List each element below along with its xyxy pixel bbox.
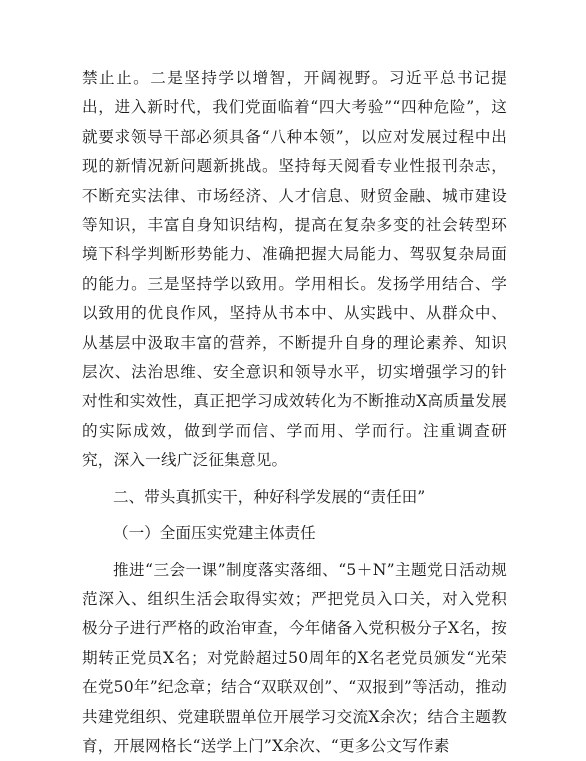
body-paragraph-2: 推进“三会一课”制度落实落细、“5＋N”主题党日活动规范深入、组织生活会取得实效；严把党员入口关，对入党积极分子进行严格的政治审查，今年储备入党积极分子X名，按期转正党员X名；对党龄超过50周年的X名老党员颁发“光荣在党50年”纪念章；结合“双联双创”、“双报到”等活动，推动共建党组织、党建联盟单位开展学习交流X余次；结合主题教育，开展网格长“送学上门”X余次、“更多公文写作素 — [82, 556, 507, 761]
section-heading: 二、带头真抓实干，种好科学发展的“责任田” — [82, 483, 507, 512]
spacer — [82, 476, 507, 483]
spacer — [82, 512, 507, 519]
spacer — [82, 549, 507, 556]
body-paragraph-1: 禁止止。二是坚持学以增智，开阔视野。习近平总书记提出，进入新时代，我们党面临着“四大考验”“四种危险”，这就要求领导干部必须具备“八种本领”，以应对发展过程中出现的新情况新问题新挑战。坚持每天阅看专业性报刊杂志，不断充实法律、市场经济、人才信息、财贸金融、城市建设等知识，丰富自身知识结构，提高在复杂多变的社会转型环境下科学判断形势能力、准确把握大局能力、驾驭复杂局面的能力。三是坚持学以致用。学用相长。发扬学用结合、学以致用的优良作风，坚持从书本中、从实践中、从群众中、从基层中汲取丰富的营养，不断提升自身的理论素养、知识层次、法治思维、安全意识和领导水平，切实增强学习的针对性和实效性，真正把学习成效转化为不断推动X高质量发展的实际成效，做到学而信、学而用、学而行。注重调查研究，深入一线广泛征集意见。 — [82, 64, 507, 476]
subsection-heading: （一）全面压实党建主体责任 — [82, 519, 507, 548]
document-page — [82, 64, 507, 761]
